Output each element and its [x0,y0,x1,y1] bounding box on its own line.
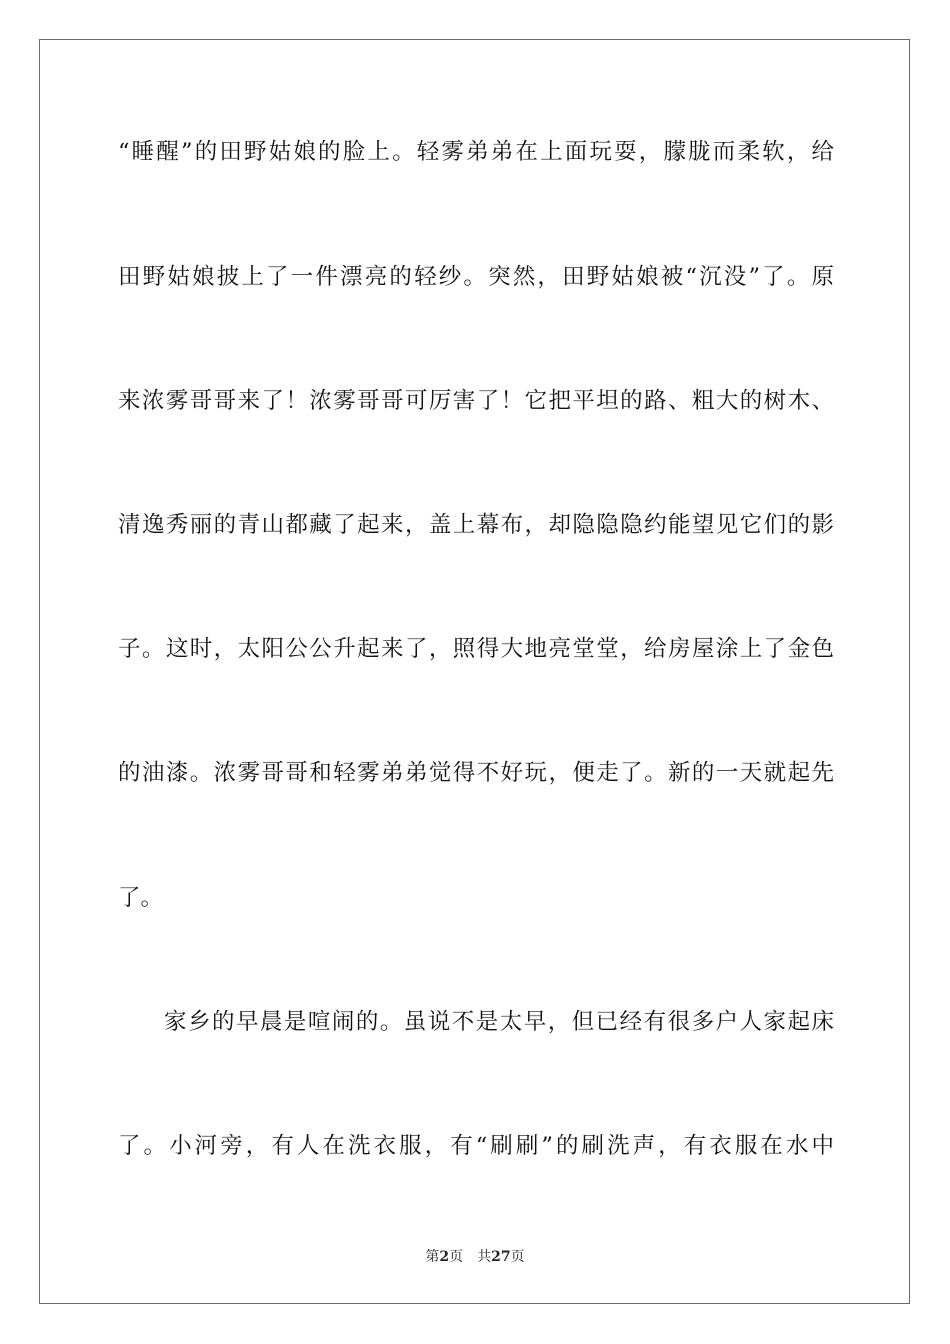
footer-page-total: 27 [491,1249,511,1265]
body-text-line-6: 的油漆。浓雾哥哥和轻雾弟弟觉得不好玩，便走了。新的一天就起先 [118,760,834,786]
body-text-line-3: 来浓雾哥哥来了！浓雾哥哥可厉害了！它把平坦的路、粗大的树木、 [118,388,834,414]
footer-page-prefix: 第 [425,1249,440,1265]
body-text-line-4: 清逸秀丽的青山都藏了起来，盖上幕布，却隐隐隐约能望见它们的影 [118,512,834,538]
footer-total-unit: 页 [510,1249,525,1265]
body-text-line-7: 了。 [118,885,164,911]
body-text-line-5: 子。这时，太阳公公升起来了，照得大地亮堂堂，给房屋涂上了金色 [118,636,834,662]
page-footer [0,1247,950,1267]
body-text-line-2: 田野姑娘披上了一件漂亮的轻纱。突然，田野姑娘被“沉没”了。原 [118,264,834,290]
body-text-line-9: 了。小河旁，有人在洗衣服，有“刷刷”的刷洗声，有衣服在水中 [118,1133,834,1159]
body-text-line-1: “睡醒”的田野姑娘的脸上。轻雾弟弟在上面玩耍，朦胧而柔软，给 [118,139,834,165]
footer-total-prefix: 共 [477,1249,492,1265]
footer-page-unit: 页 [449,1249,464,1265]
page-border [39,39,910,1304]
body-text-line-8: 家乡的早晨是喧闹的。虽说不是太早，但已经有很多户人家起床 [164,1009,834,1035]
footer-page-current: 2 [439,1249,450,1265]
